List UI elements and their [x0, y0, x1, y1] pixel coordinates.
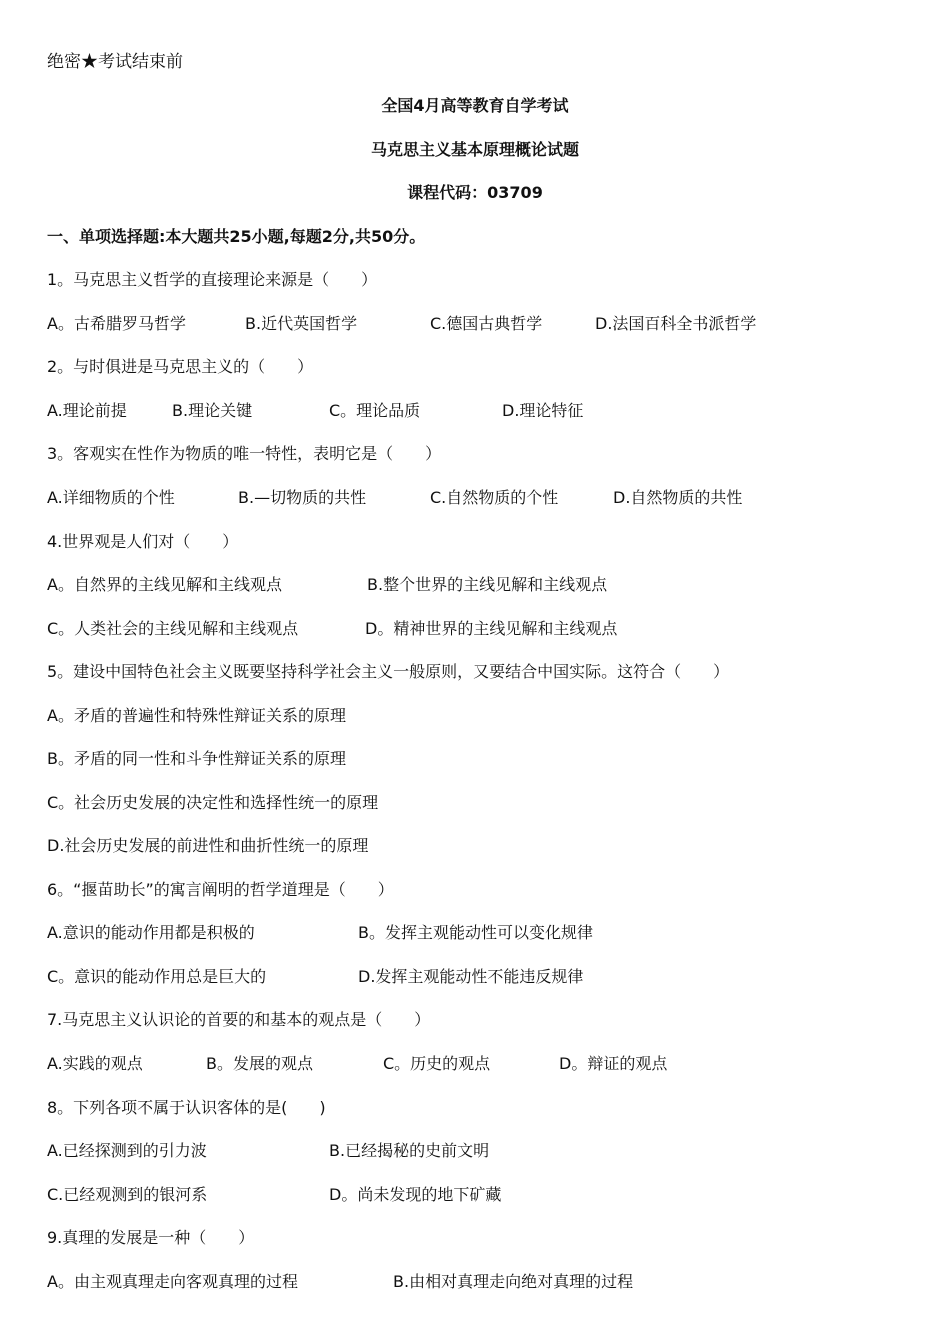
option-d: D.社会历史发展的前进性和曲折性统一的原理	[47, 836, 369, 855]
option-c: C.已经观测到的银河系	[47, 1185, 208, 1204]
option-d: D。精神世界的主线见解和主线观点	[365, 619, 618, 638]
confidential-label: 绝密★考试结束前	[47, 52, 183, 72]
option-c: C.德国古典哲学	[430, 314, 543, 333]
question-stem: 9.真理的发展是一种（ ）	[47, 1228, 255, 1247]
option-c: C。理论品质	[329, 401, 421, 420]
option-b: B.—切物质的共性	[238, 488, 367, 507]
option-c: C。人类社会的主线见解和主线观点	[47, 619, 299, 638]
question-stem: 5。建设中国特色社会主义既要坚持科学社会主义一般原则，又要结合中国实际。这符合（ ）	[47, 662, 730, 681]
option-b: B.近代英国哲学	[245, 314, 358, 333]
option-a: A.详细物质的个性	[47, 488, 175, 507]
option-a: A.实践的观点	[47, 1054, 143, 1073]
option-a: A.已经探测到的引力波	[47, 1141, 207, 1160]
option-d: D.自然物质的共性	[613, 488, 743, 507]
question-stem: 2。与时俱进是马克思主义的（ ）	[47, 357, 314, 376]
option-c: C。意识的能动作用总是巨大的	[47, 967, 267, 986]
option-a: A。古希腊罗马哲学	[47, 314, 186, 333]
option-a: A。自然界的主线见解和主线观点	[47, 575, 282, 594]
option-b: B.由相对真理走向绝对真理的过程	[393, 1272, 634, 1291]
option-b: B。矛盾的同一性和斗争性辩证关系的原理	[47, 749, 346, 768]
option-b: B。发展的观点	[206, 1054, 313, 1073]
question-stem: 3。客观实在性作为物质的唯一特性，表明它是（ ）	[47, 444, 442, 463]
option-d: D。尚未发现的地下矿藏	[329, 1185, 502, 1204]
option-c: C.自然物质的个性	[430, 488, 559, 507]
option-a: A。矛盾的普遍性和特殊性辩证关系的原理	[47, 706, 346, 725]
section-heading: 一、单项选择题:本大题共25小题,每题2分,共50分。	[47, 227, 426, 246]
option-d: D.发挥主观能动性不能违反规律	[358, 967, 584, 986]
option-b: B。发挥主观能动性可以变化规律	[358, 923, 593, 942]
question-stem: 8。下列各项不属于认识客体的是( )	[47, 1098, 326, 1117]
option-b: B.理论关键	[172, 401, 253, 420]
paper-title: 马克思主义基本原理概论试题	[370, 140, 579, 159]
option-d: D.理论特征	[502, 401, 584, 420]
option-a: A.意识的能动作用都是积极的	[47, 923, 255, 942]
option-c: C。历史的观点	[383, 1054, 491, 1073]
option-d: D。辩证的观点	[559, 1054, 668, 1073]
option-a: A。由主观真理走向客观真理的过程	[47, 1272, 298, 1291]
option-b: B.整个世界的主线见解和主线观点	[367, 575, 608, 594]
question-stem: 4.世界观是人们对（ ）	[47, 532, 239, 551]
option-b: B.已经揭秘的史前文明	[329, 1141, 490, 1160]
option-c: C。社会历史发展的决定性和选择性统一的原理	[47, 793, 379, 812]
question-stem: 6。“揠苗助长”的寓言阐明的哲学道理是（ ）	[47, 880, 394, 899]
option-a: A.理论前提	[47, 401, 127, 420]
question-stem: 1。马克思主义哲学的直接理论来源是（ ）	[47, 270, 378, 289]
question-stem: 7.马克思主义认识论的首要的和基本的观点是（ ）	[47, 1010, 431, 1029]
course-code: 课程代码：03709	[407, 183, 543, 202]
exam-title: 全国4月高等教育自学考试	[381, 96, 569, 115]
option-d: D.法国百科全书派哲学	[595, 314, 757, 333]
